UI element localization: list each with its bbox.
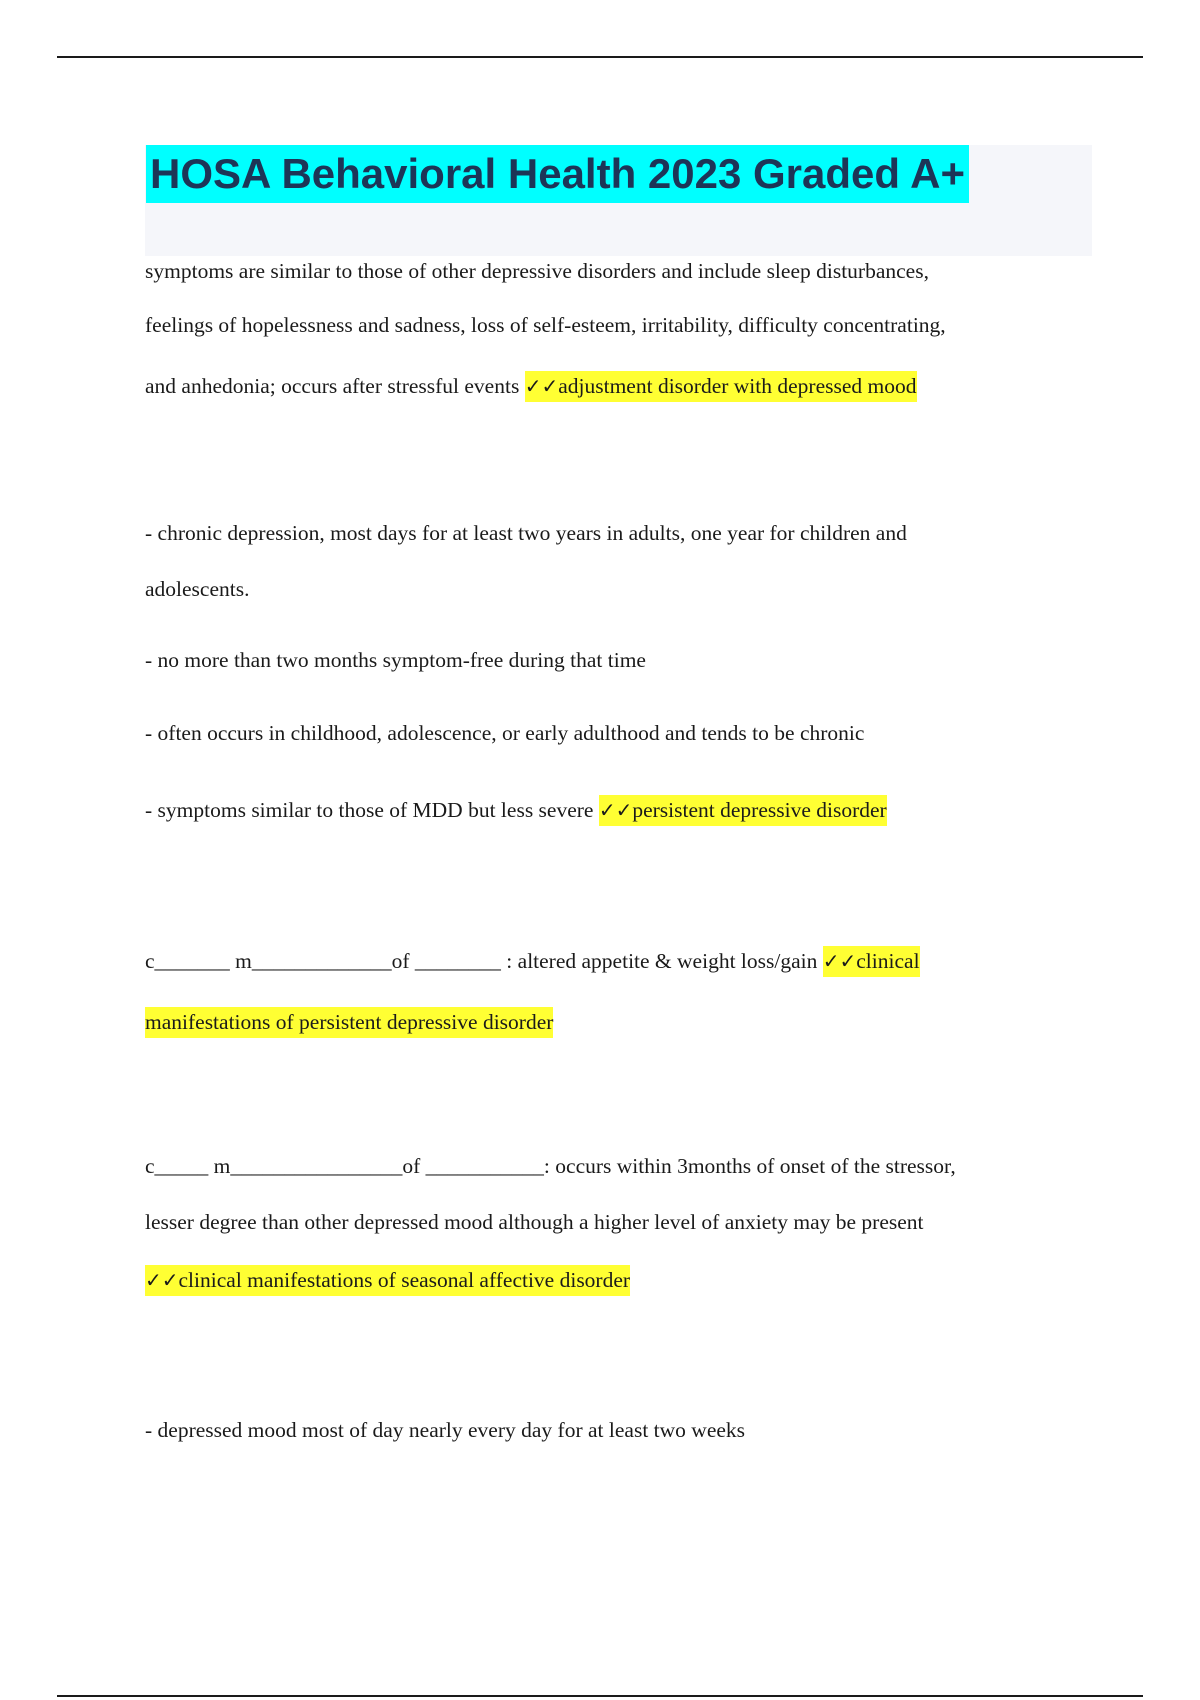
clinical-sad-text-line-2: lesser degree than other depressed mood although a higher level of anxiety may be present (145, 1210, 924, 1234)
footer-rule (57, 1695, 1143, 1697)
clinical-sad-answer-highlight (145, 1265, 630, 1296)
clinical-sad-text-line-3 (145, 1266, 630, 1294)
mdd-text-line-1: - depressed mood most of day nearly every day for at least two weeks (145, 1418, 746, 1442)
clinical-pdd-answer-part-2: manifestations of persistent depressive disorder (145, 1007, 553, 1038)
persistent-answer-highlight (599, 795, 887, 826)
adjustment-text-line-2: feelings of hopelessness and sadness, loss of self-esteem, irritability, difficulty concentrating, (145, 313, 946, 337)
double-check-icon: ✓✓ (822, 949, 857, 973)
clinical-pdd-answer-part-1: clinical (856, 949, 920, 973)
persistent-text-line-1: - chronic depression, most days for at least two years in adults, one year for children and (145, 521, 907, 545)
double-check-icon: ✓✓ (524, 374, 559, 398)
clinical-pdd-text-line-1 (145, 947, 920, 975)
persistent-question-text: - symptoms similar to those of MDD but less severe (145, 798, 599, 822)
adjustment-answer: adjustment disorder with depressed mood (558, 374, 917, 398)
persistent-text-line-3: - no more than two months symptom-free during that time (145, 648, 646, 672)
document-title: HOSA Behavioral Health 2023 Graded A+ (146, 145, 969, 203)
persistent-text-line-2: adolescents. (145, 577, 250, 601)
clinical-sad-answer: clinical manifestations of seasonal affective disorder (178, 1268, 631, 1292)
persistent-text-line-4: - often occurs in childhood, adolescence, or early adulthood and tends to be chronic (145, 721, 865, 745)
adjustment-text-line-3 (145, 372, 917, 400)
adjustment-text-line-1: symptoms are similar to those of other depressive disorders and include sleep disturbances, (145, 259, 929, 283)
header-rule (57, 56, 1143, 58)
adjustment-answer-highlight (525, 371, 917, 402)
clinical-pdd-question-text: c_______ m_____________of ________ : altered appetite & weight loss/gain (145, 949, 823, 973)
persistent-answer: persistent depressive disorder (632, 798, 887, 822)
clinical-sad-text-line-1: c_____ m________________of ___________: occurs within 3months of onset of the stressor, (145, 1154, 956, 1178)
double-check-icon: ✓✓ (145, 1268, 179, 1292)
persistent-text-line-5 (145, 796, 887, 824)
adjustment-question-text: and anhedonia; occurs after stressful events (145, 374, 525, 398)
clinical-pdd-text-line-2 (145, 1008, 553, 1036)
clinical-pdd-answer-highlight-1 (823, 946, 920, 977)
double-check-icon: ✓✓ (598, 798, 633, 822)
